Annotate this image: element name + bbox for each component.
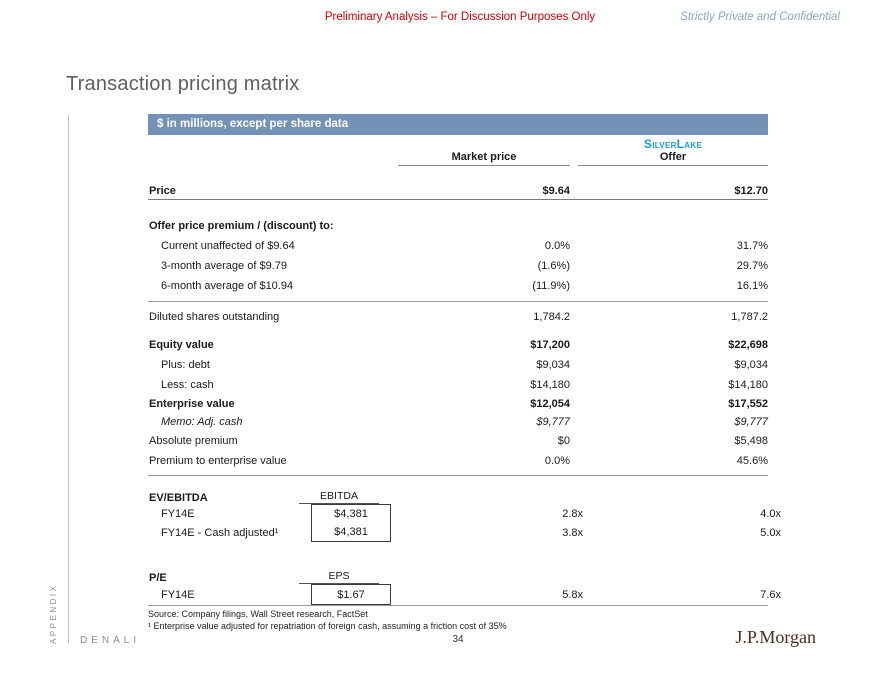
table-row	[148, 584, 781, 605]
offer-value: 16.1%	[736, 280, 768, 292]
market-price-value: 0.0%	[544, 455, 570, 467]
offer-value: 31.7%	[736, 240, 768, 252]
table-row	[148, 335, 768, 355]
offer-value: 45.6%	[736, 455, 768, 467]
offer-value: 7.6x	[760, 588, 781, 601]
row-label: Offer price premium / (discount) to:	[149, 220, 334, 232]
row-spacer	[148, 200, 768, 216]
row-label: Absolute premium	[149, 435, 238, 447]
table-row	[148, 563, 768, 584]
column-header-offer	[578, 137, 768, 166]
table-row	[148, 431, 768, 451]
offer-value: 29.7%	[736, 260, 768, 272]
row-spacer	[148, 166, 768, 183]
row-label: FY14E	[161, 588, 195, 601]
footnote-1: ¹ Enterprise value adjusted for repatriation of foreign cash, assuming a friction cost of 35%	[148, 621, 507, 631]
offer-value: $14,180	[728, 379, 768, 391]
row-label: Premium to enterprise value	[149, 455, 287, 467]
row-spacer	[148, 476, 768, 483]
offer-value: $12.70	[734, 185, 768, 197]
pricing-table-body	[148, 166, 781, 606]
offer-label: Offer	[659, 151, 687, 163]
offer-value: $5,498	[734, 435, 768, 447]
market-price-value: 1,784.2	[533, 311, 570, 323]
appendix-section-label: APPENDIX	[49, 583, 58, 644]
row-label: Diluted shares outstanding	[149, 311, 280, 323]
market-price-value: 2.8x	[562, 507, 583, 520]
row-label: EV/EBITDA	[149, 492, 208, 504]
page-number: 34	[452, 634, 464, 645]
table-row	[148, 236, 768, 256]
market-price-value: (1.6%)	[537, 260, 570, 272]
row-label: P/E	[149, 572, 167, 584]
table-row	[148, 355, 768, 375]
row-label: Less: cash	[161, 379, 214, 391]
confidentiality-notice: Strictly Private and Confidential	[680, 11, 840, 23]
market-price-value: $0	[557, 435, 570, 447]
metric-column-header: EPS	[299, 563, 379, 584]
project-codename: DENALI	[80, 635, 141, 646]
offer-value: 1,787.2	[731, 311, 768, 323]
offer-value: $9,034	[734, 359, 768, 371]
column-header-market-price	[398, 151, 570, 166]
offer-value: 4.0x	[760, 507, 781, 520]
table-row	[148, 307, 768, 327]
row-spacer	[148, 327, 768, 335]
table-row	[148, 276, 768, 296]
row-label: 3-month average of $9.79	[161, 260, 287, 272]
table-row	[148, 256, 768, 276]
row-label: Equity value	[149, 339, 214, 351]
row-label: Plus: debt	[161, 359, 210, 371]
jpmorgan-logo: J.P.Morgan	[735, 627, 816, 647]
section-divider-line	[148, 605, 768, 606]
row-label: Enterprise value	[149, 398, 235, 410]
row-label: 6-month average of $10.94	[161, 280, 294, 292]
table-row	[148, 523, 781, 542]
market-price-value: 3.8x	[562, 526, 583, 539]
market-price-value: $9,034	[536, 359, 570, 371]
boxed-metric-value: $4,381	[311, 504, 391, 523]
market-price-value: 0.0%	[544, 240, 570, 252]
column-headers	[148, 135, 768, 166]
table-row	[148, 395, 768, 413]
silverlake-logo: SilverLake	[643, 137, 703, 151]
market-price-value: 5.8x	[562, 588, 583, 601]
table-units-header: $ in millions, except per share data	[148, 114, 768, 135]
offer-value: $17,552	[728, 398, 768, 410]
boxed-metric-value: $4,381	[311, 523, 391, 542]
offer-value: 5.0x	[760, 526, 781, 539]
metric-column-header: EBITDA	[299, 483, 379, 504]
boxed-metric-value: $1.67	[311, 584, 391, 605]
market-price-value: $9,777	[536, 416, 570, 428]
row-label: Price	[149, 185, 176, 197]
appendix-rail-line	[68, 115, 69, 643]
row-label: Memo: Adj. cash	[161, 416, 243, 428]
row-label: FY14E - Cash adjusted¹	[161, 526, 279, 539]
market-price-value: $9.64	[542, 185, 570, 197]
table-row	[148, 183, 768, 200]
row-label: Current unaffected of $9.64	[161, 240, 295, 252]
table-row	[148, 504, 781, 523]
preliminary-analysis-disclaimer: Preliminary Analysis – For Discussion Purposes Only	[324, 11, 596, 23]
offer-value: $22,698	[728, 339, 768, 351]
offer-value: $9,777	[734, 416, 768, 428]
table-row	[148, 451, 768, 471]
market-price-value: $12,054	[530, 398, 570, 410]
table-row	[148, 413, 768, 431]
market-price-value: $14,180	[530, 379, 570, 391]
source-note: Source: Company filings, Wall Street research, FactSet	[148, 609, 368, 619]
row-label: FY14E	[161, 507, 195, 520]
page-title: Transaction pricing matrix	[66, 73, 300, 95]
table-row	[148, 216, 768, 236]
market-price-value: (11.9%)	[532, 280, 570, 292]
market-price-value: $17,200	[530, 339, 570, 351]
row-spacer	[148, 542, 768, 563]
market-price-label: Market price	[451, 151, 517, 163]
table-row	[148, 375, 768, 395]
table-row	[148, 483, 768, 504]
